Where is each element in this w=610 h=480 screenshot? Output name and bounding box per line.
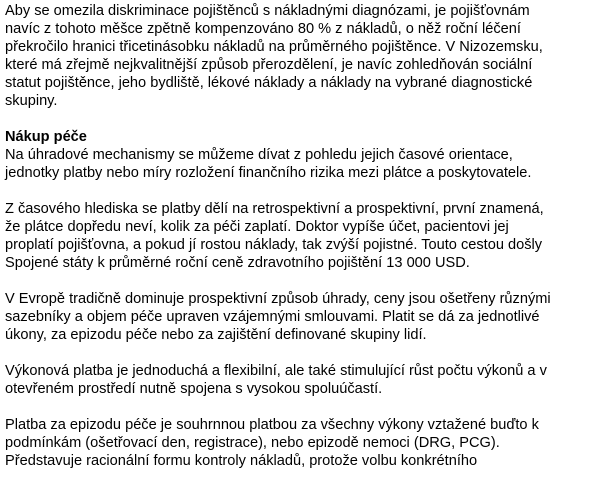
paragraph-spacer (5, 272, 605, 290)
text-line: že plátce dopředu neví, kolik za péči zaplatí. Doktor vypíše účet, pacientovi jej (5, 219, 509, 235)
text-line: navíc z tohoto měšce zpětně kompenzováno 80 % z nákladů, o něž roční léčení (5, 21, 521, 37)
text-line: Z časového hlediska se platby dělí na retrospektivní a prospektivní, první znamená, (5, 201, 544, 217)
text-line: statut pojištěnce, jeho bydliště, lékové náklady a náklady na vybrané diagnostické (5, 75, 533, 91)
intro-paragraph (5, 2, 605, 110)
section-nakup-pece (5, 128, 605, 182)
text-line: úkony, za epizodu péče nebo za zajištění definované skupiny lidí. (5, 327, 427, 343)
text-line: Aby se omezila diskriminace pojištěnců s nákladnými diagnózami, je pojišťovnám (5, 3, 530, 19)
paragraph-performance-payment (5, 362, 605, 398)
section-heading: Nákup péče (5, 129, 87, 145)
text-line: otevřeném prostředí nutně spojena s vysokou spoluúčastí. (5, 381, 383, 397)
paragraph-spacer (5, 182, 605, 200)
text-line: jednotky platby nebo míry rozložení finančního rizika mezi plátce a poskytovatele. (5, 165, 532, 181)
paragraph-europe (5, 290, 605, 344)
text-line: proplatí pojišťovna, a pokud jí rostou náklady, tak zvýší pojistné. Touto cestou došly (5, 237, 543, 253)
paragraph-spacer (5, 110, 605, 128)
text-line: V Evropě tradičně dominuje prospektivní způsob úhrady, ceny jsou ošetřeny různými (5, 291, 551, 307)
paragraph-spacer (5, 344, 605, 362)
text-line: překročilo hranici třicetinásobku nákladů na průměrného pojištěnce. V Nizozemsku, (5, 39, 543, 55)
text-line: Představuje racionální formu kontroly nákladů, protože volbu konkrétního (5, 453, 478, 469)
text-line: podmínkám (ošetřovací den, registrace), nebo epizodě nemoci (DRG, PCG). (5, 435, 500, 451)
document-body (5, 2, 605, 470)
paragraph-spacer (5, 398, 605, 416)
text-line: Spojené státy k průměrné roční ceně zdravotního pojištění 13 000 USD. (5, 255, 470, 271)
paragraph-episode-payment (5, 416, 605, 470)
text-line: sazebníky a objem péče upraven vzájemnými smlouvami. Platit se dá za jednotlivé (5, 309, 540, 325)
text-line: které má zřejmě nejkvalitnější způsob přerozdělení, je navíc zohledňován sociální (5, 57, 533, 73)
text-line: Výkonová platba je jednoduchá a flexibilní, ale také stimulující růst počtu výkonů a v (5, 363, 547, 379)
text-line: Na úhradové mechanismy se můžeme dívat z pohledu jejich časové orientace, (5, 147, 513, 163)
text-line: skupiny. (5, 93, 58, 109)
text-line: Platba za epizodu péče je souhrnnou platbou za všechny výkony vztažené buďto k (5, 417, 539, 433)
paragraph-time-orientation (5, 200, 605, 272)
